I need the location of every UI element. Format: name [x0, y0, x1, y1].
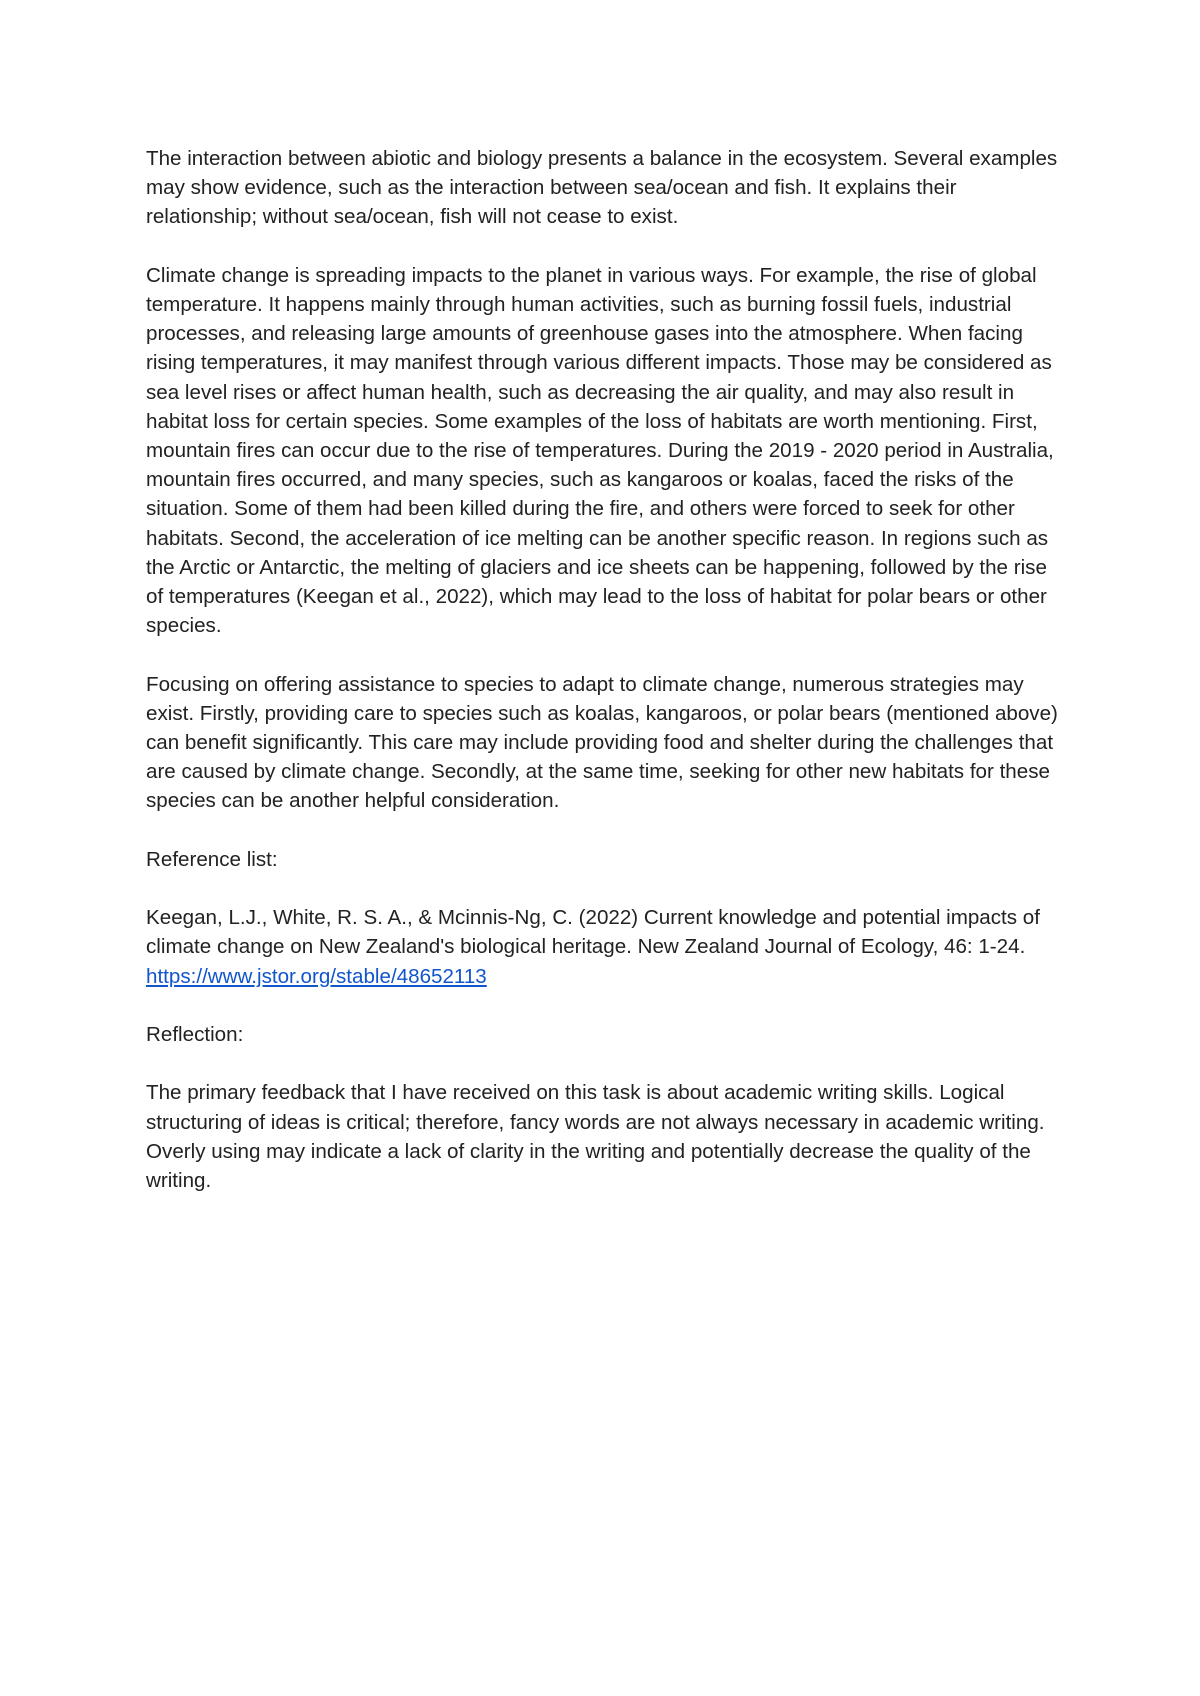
paragraph-climate-change-impacts: Climate change is spreading impacts to the planet in various ways. For example, the rise of global temperature. It happens mainly through human activities, such as burning fossil fuels, industrial processes, and releasing large amounts of greenhouse gases into the atmosphere. When facing rising temperatures, it may manifest through various different impacts. Those may be considered as sea level rises or affect human health, such as decreasing the air quality, and may also result in habitat loss for certain species. Some examples of the loss of habitats are worth mentioning. First, mountain fires can occur due to the rise of temperatures. During the 2019 - 2020 period in Australia, mountain fires occurred, and many species, such as kangaroos or koalas, faced the risks of the situation. Some of them had been killed during the fire, and others were forced to seek for other habitats. Second, the acceleration of ice melting can be another specific reason. In regions such as the Arctic or Antarctic, the melting of glaciers and ice sheets can be happening, followed by the rise of temperatures (Keegan et al., 2022), which may lead to the loss of habitat for polar bears or other species.	[146, 263, 1054, 638]
reference-link-line	[146, 962, 1066, 991]
reference-list-heading: Reference list:	[146, 847, 278, 871]
paragraph-ecosystem-balance: The interaction between abiotic and biology presents a balance in the ecosystem. Several examples may show evidence, such as the interaction between sea/ocean and fish. It explains their relationship; without sea/ocean, fish will not cease to exist.	[146, 147, 1058, 229]
document-body	[146, 144, 1066, 1224]
reflection-paragraph: The primary feedback that I have received on this task is about academic writing skills. Logical structuring of ideas is critical; therefore, fancy words are not always necessary in academic writing. Overly using may indicate a lack of clarity in the writing and potentially decrease the quality of the writing.	[146, 1081, 1045, 1193]
reflection-heading: Reflection:	[146, 1023, 244, 1047]
reference-entry: Keegan, L.J., White, R. S. A., & Mcinnis-Ng, C. (2022) Current knowledge and potential impacts of climate change on New Zealand's biological heritage. New Zealand Journal of Ecology, 46: 1-24.	[146, 906, 1040, 959]
paragraph-adaptation-strategies: Focusing on offering assistance to species to adapt to climate change, numerous strategies may exist. Firstly, providing care to species such as koalas, kangaroos, or polar bears (mentioned above) can benefit significantly. This care may include providing food and shelter during the challenges that are caused by climate change. Secondly, at the same time, seeking for other new habitats for these species can be another helpful consideration.	[146, 672, 1058, 813]
reference-link[interactable]: https://www.jstor.org/stable/48652113	[146, 964, 487, 988]
